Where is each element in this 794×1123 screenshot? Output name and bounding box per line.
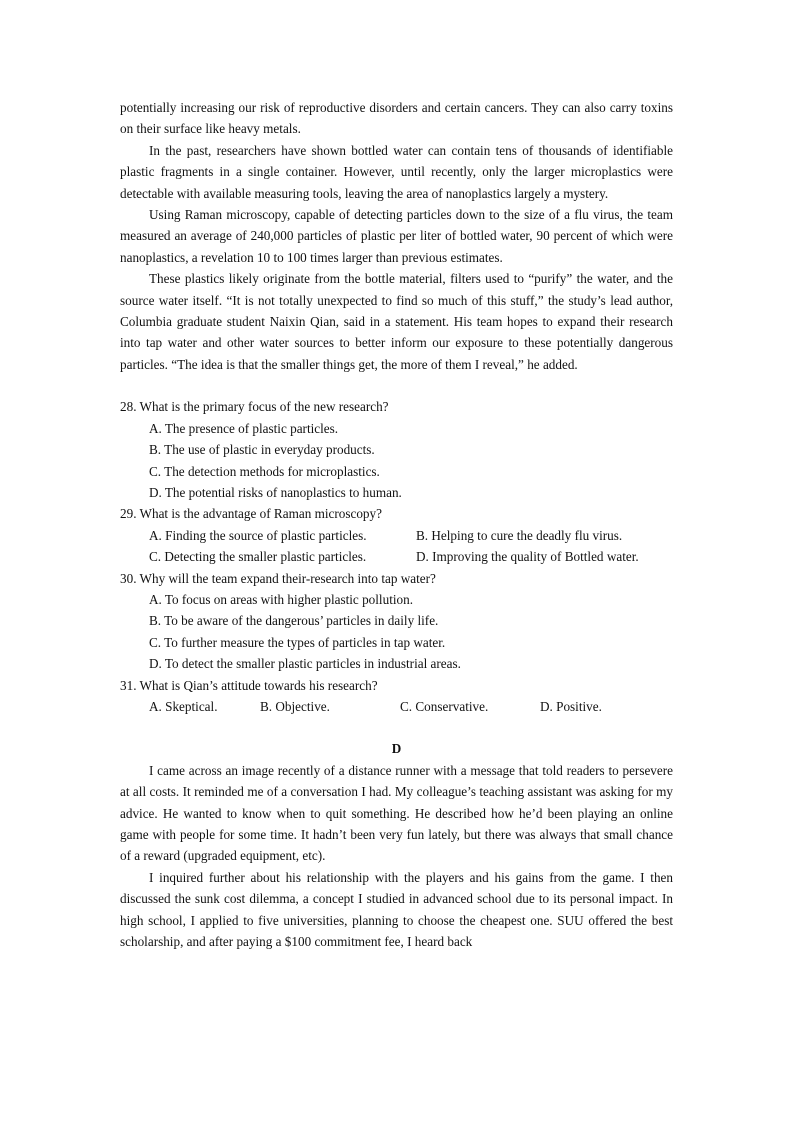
passage-c-paragraph-1: potentially increasing our risk of reproductive disorders and certain cancers. They can also carry toxins on their surface like heavy metals. <box>120 100 673 137</box>
question-30-option-a: A. To focus on areas with higher plastic pollution. <box>149 591 414 607</box>
question-30-option-c: C. To further measure the types of particles in tap water. <box>149 634 446 650</box>
document-page <box>120 97 673 952</box>
question-28-stem: 28. What is the primary focus of the new research? <box>120 399 389 415</box>
passage-d-paragraph-1: I came across an image recently of a distance runner with a message that told readers to persevere at all costs. It reminded me of a conversation I had. My colleague’s teaching assistant was asking for my advice. He wanted to know when to quit something. He described how he’d been playing an online game with people for some time. It hadn’t been very fun lately, but there was always that small chance of a reward (upgraded equipment, etc). <box>120 762 673 864</box>
question-29-option-d: D. Improving the quality of Bottled water. <box>416 549 639 565</box>
question-31-option-b: B. Objective. <box>260 698 330 714</box>
spacer <box>120 375 673 396</box>
question-30 <box>120 568 673 675</box>
question-28-option-a: A. The presence of plastic particles. <box>149 420 339 436</box>
passage-d-paragraph-2: I inquired further about his relationship with the players and his gains from the game. I then discussed the sunk cost dilemma, a concept I studied in advanced school due to its personal impact. In high school, I applied to five universities, planning to choose the cheapest one. SUU offered the best scholarship, and after paying a $100 commitment fee, I heard back <box>120 869 673 950</box>
passage-c-paragraph-3: Using Raman microscopy, capable of detecting particles down to the size of a flu virus, the team measured an average of 240,000 particles of plastic per liter of bottled water, 90 percent of which were nanoplastics, a revelation 10 to 100 times larger than previous estimates. <box>120 207 673 265</box>
question-31-stem: 31. What is Qian’s attitude towards his research? <box>120 677 378 693</box>
question-31-option-a: A. Skeptical. <box>149 698 218 714</box>
question-29-option-b: B. Helping to cure the deadly flu virus. <box>416 527 623 543</box>
section-d-title: D <box>391 741 402 757</box>
question-30-option-d: D. To detect the smaller plastic particles in industrial areas. <box>149 656 461 672</box>
question-31-option-d: D. Positive. <box>540 698 602 714</box>
question-28-option-b: B. The use of plastic in everyday products. <box>149 442 375 458</box>
question-28-option-d: D. The potential risks of nanoplastics to human. <box>149 484 402 500</box>
question-29-options-row-1 <box>149 525 673 546</box>
question-29-options-row-2 <box>149 546 673 567</box>
question-31-option-c: C. Conservative. <box>400 698 489 714</box>
question-29-option-a: A. Finding the source of plastic particles. <box>149 527 367 543</box>
passage-c-paragraph-2: In the past, researchers have shown bottled water can contain tens of thousands of identifiable plastic fragments in a single container. However, until recently, only the larger microplastics were detectable with available measuring tools, leaving the area of nanoplastics largely a mystery. <box>120 142 673 201</box>
question-28 <box>120 396 673 503</box>
question-31 <box>120 675 673 718</box>
question-30-option-b: B. To be aware of the dangerous’ particles in daily life. <box>149 613 439 629</box>
question-29-option-c: C. Detecting the smaller plastic particles. <box>149 549 367 565</box>
question-31-options-row <box>149 696 673 717</box>
spacer <box>120 717 673 738</box>
question-29-stem: 29. What is the advantage of Raman microscopy? <box>120 506 382 522</box>
question-30-stem: 30. Why will the team expand their-research into tap water? <box>120 570 436 586</box>
question-28-option-c: C. The detection methods for microplastics. <box>149 463 380 479</box>
passage-c-paragraph-4: These plastics likely originate from the bottle material, filters used to “purify” the water, and the source water itself. “It is not totally unexpected to find so much of this stuff,” the study’s lead author, Columbia graduate student Naixin Qian, said in a statement. His team hopes to expand their research into tap water and other water sources to better inform our exposure to these potentially dangerous particles. “The idea is that the smaller things get, the more of them I reveal,” he added. <box>120 271 673 372</box>
question-29 <box>120 503 673 567</box>
